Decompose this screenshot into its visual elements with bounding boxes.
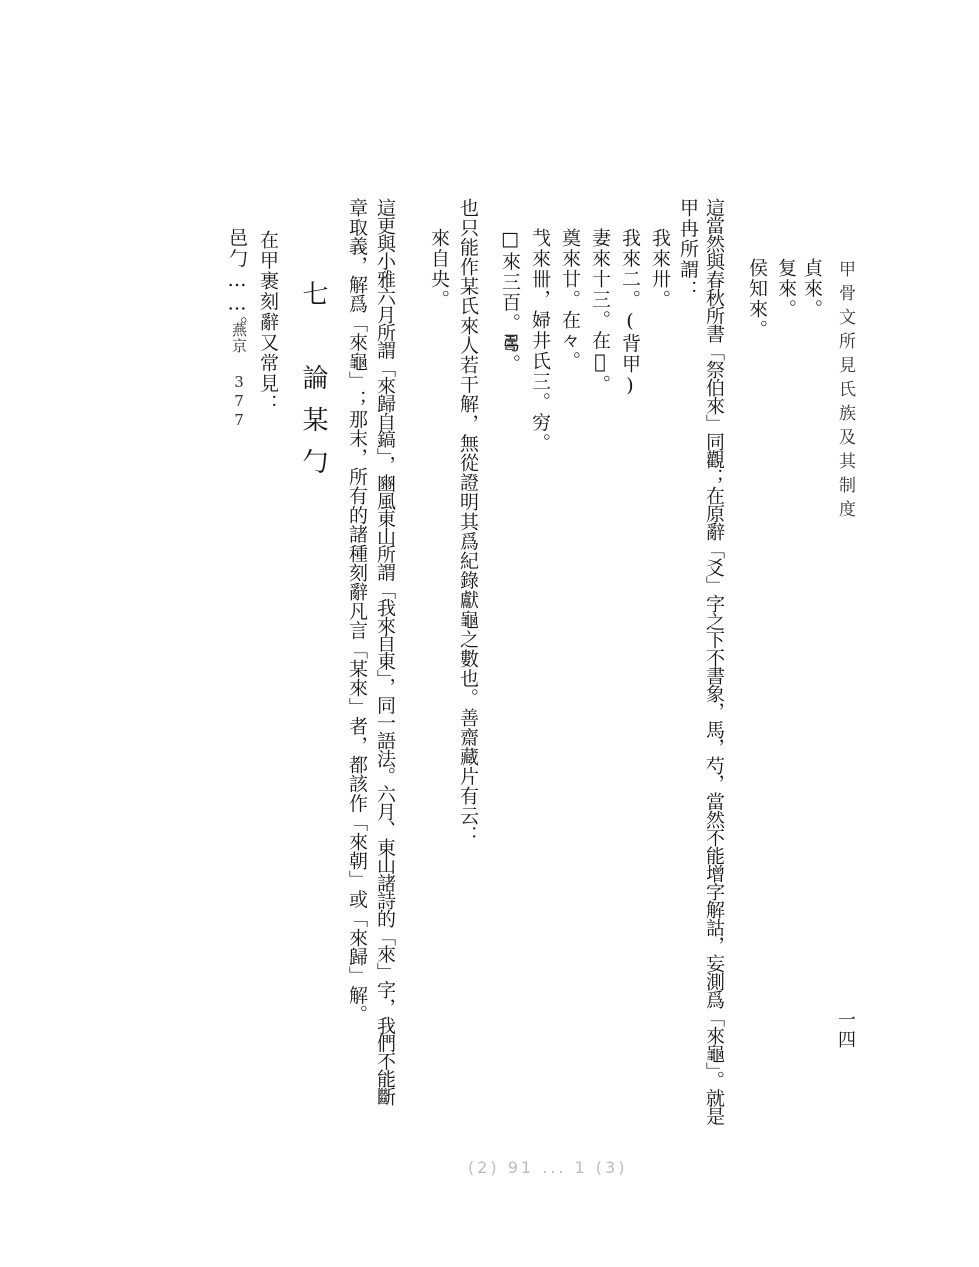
text-column-5: 甲冉所謂： <box>677 198 699 301</box>
text-column-10: 𢦏來卌，婦井氏三。穷。 <box>529 228 551 454</box>
section-heading: 七 論某勹 <box>298 280 328 490</box>
text-column-14: 這更與小雅六月所謂「來歸自鎬」，豳風東山所謂「我來自東」，同一語法。六月、東山諸詩的「來」字，我們不能斷 <box>374 198 396 1105</box>
text-column-8: 妻來十三。在𡧊。 <box>589 228 611 395</box>
footer-faint-text: (2) 91 ... 1 (3) <box>468 1158 628 1177</box>
text-column-17: 邑勹……。 <box>226 228 248 337</box>
text-column-7: 我來二。(背甲) <box>619 228 641 398</box>
text-column-13: 來自央。 <box>428 228 450 310</box>
text-column-11: □來三百。𠷎。 <box>499 228 521 375</box>
text-column-4: 這當然與春秋所書「祭伯來」同觀；在原辭「爻」字之下不書象，馬，芍，當然不能增字解詁，妄測爲「來龜」。就是 <box>703 198 725 1125</box>
text-column-9: 奠來廿。在𠚤。 <box>559 228 581 372</box>
page-number: 一四 <box>835 1010 856 1050</box>
text-column-2: 复來。 <box>775 258 797 320</box>
text-column-12: 也只能作某氏來人若干解，無從證明其爲紀錄獻龜之數也。善齋藏片有云： <box>457 198 479 845</box>
text-column-1: 貞來。 <box>801 258 823 320</box>
text-column-16: 在甲裹刻辭又常見： <box>257 230 279 415</box>
running-title: 甲骨文所見氏族及其制度 <box>835 260 855 524</box>
text-column-3: 侯知來。 <box>746 258 768 340</box>
text-column-15: 章取義，解爲「來龜」；那末，所有的諸種刻辭凡言「某來」者，都該作「來朝」或「來歸」解。 <box>346 198 368 1024</box>
text-column-6: 我來卅。 <box>649 228 671 310</box>
citation-reference: 燕京 377 <box>230 322 248 430</box>
